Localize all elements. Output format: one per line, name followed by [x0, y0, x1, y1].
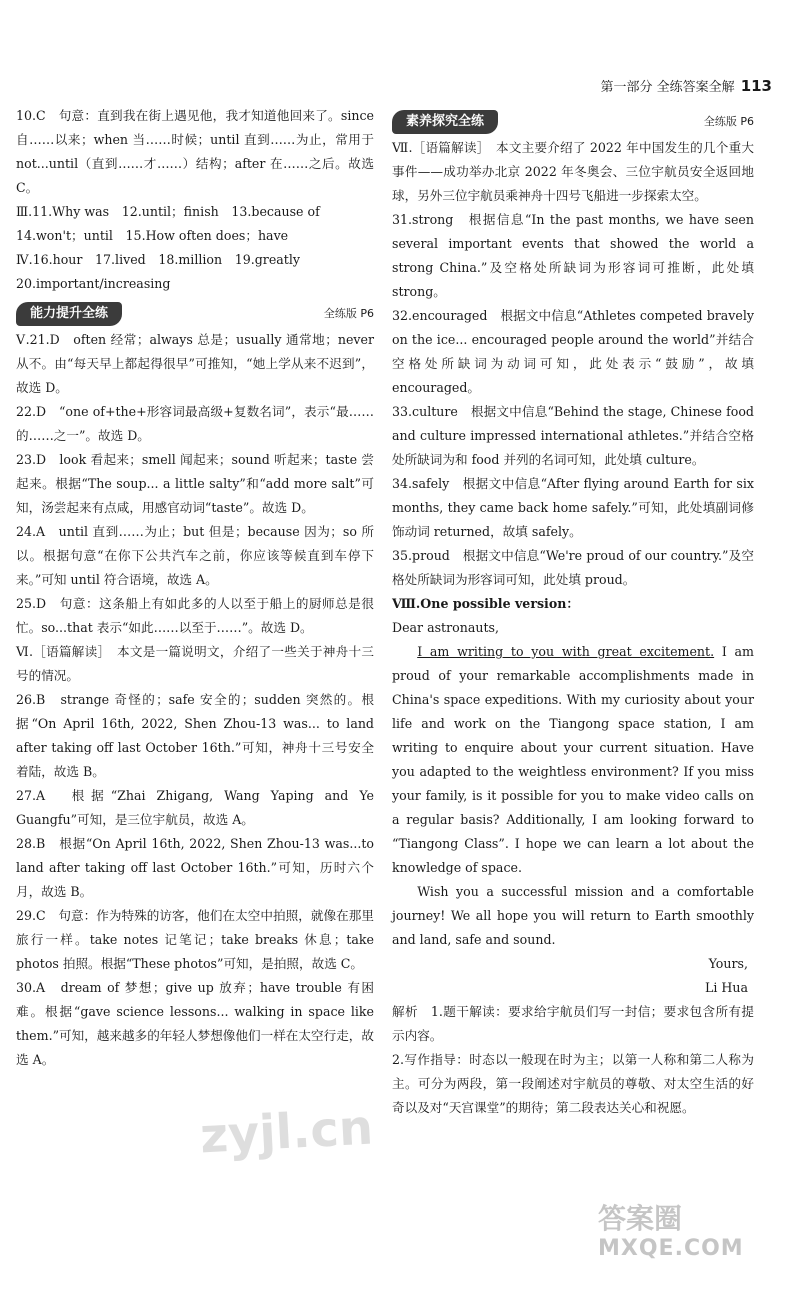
watermark-title: 答案圈 — [598, 1202, 683, 1235]
answer-24: 24.A until 直到……为止；but 但是；because 因为；so 所以。根据句意“在你下公共汽车之前，你应该等候直到车停下来。”可知 until 符合语境，故选 A。 — [16, 524, 374, 587]
banner-tag: 全练版 P6 — [323, 307, 374, 320]
answer-21: Ⅴ.21.D often 经常；always 总是；usually 通常地；never 从不。由“每天早上都起得很早”可推知，“她上学从来不迟到”，故选 D。 — [16, 332, 374, 395]
center-watermark: zyjl.cn — [198, 1099, 375, 1165]
section-iii-line2: 14.won't；until 15.How often does；have — [16, 228, 289, 243]
answer-33: 33.culture 根据文中信息“Behind the stage, Chinese food and culture impressed international athletes.”并结合空格处所缺词为和 food 并列的名词可知，此处填 culture。 — [392, 404, 754, 467]
answer-22: 22.D “one of+the+形容词最高级+复数名词”，表示“最……的……之一”。故选 D。 — [16, 404, 374, 443]
answer-27: 27.A 根据“Zhai Zhigang, Wang Yaping and Ye Guangfu”可知，是三位宇航员，故选 A。 — [16, 788, 374, 827]
answer-25: 25.D 句意：这条船上有如此多的人以至于船上的厨师总是很忙。so...that 表示“如此……以至于……”。故选 D。 — [16, 596, 374, 635]
letter-signature: Li Hua — [705, 980, 748, 995]
section-iii-line1: Ⅲ.11.Why was 12.until；finish 13.because of — [16, 204, 320, 219]
analysis-1: 解析 1.题干解读：要求给宇航员们写一封信；要求包含所有提示内容。 — [392, 1004, 754, 1043]
answer-23: 23.D look 看起来；smell 闻起来；sound 听起来；taste 尝起来。根据“The soup... a little salty”和“add more salt”可知，汤尝起来有点咸，用感官动词“taste”。故选 D。 — [16, 452, 374, 515]
left-column — [16, 104, 374, 1072]
banner-label: 能力提升全练 — [16, 302, 122, 326]
banner-label: 素养探究全练 — [392, 110, 498, 134]
section-iv-line1: Ⅳ.16.hour 17.lived 18.million 19.greatly — [16, 252, 300, 267]
letter-salutation: Dear astronauts, — [392, 620, 499, 635]
answer-31: 31.strong 根据信息“In the past months, we have seen several important events that showed the world a strong China.”及空格处所缺词为形容词可推断，此处填 strong。 — [392, 212, 754, 299]
answer-10: 10.C 句意：直到我在街上遇见他，我才知道他回来了。since 自……以来；when 当……时候；until 直到……为止，常用于 not...until（直到……才……）结构；after 在……之后。故选 C。 — [16, 108, 374, 195]
analysis-2: 2.写作指导：时态以一般现在时为主；以第一人称和第二人称为主。可分为两段，第一段阐述对宇航员的尊敬、对太空生活的好奇以及对“天宫课堂”的期待；第二段表达关心和祝愿。 — [392, 1052, 754, 1115]
answer-32: 32.encouraged 根据文中信息“Athletes competed bravely on the ice... encouraged people around the world”并结合空格处所缺词为动词可知，此处表示“鼓励”，故填 encouraged。 — [392, 308, 754, 395]
section-iv-line2: 20.important/increasing — [16, 276, 171, 291]
page-header — [601, 74, 772, 100]
section-banner-literacy — [392, 110, 754, 134]
header-text: 第一部分 全练答案全解 — [600, 80, 735, 95]
letter-closing: Yours, — [708, 956, 748, 971]
answer-30: 30.A dream of 梦想；give up 放弃；have trouble 有困难。根据“gave science lessons... walking in space like them.”可知，越来越多的年轻人梦想像他们一样在太空行走，故选 A。 — [16, 980, 374, 1067]
section-vi-intro: Ⅵ.［语篇解读］ 本文是一篇说明文，介绍了一些关于神舟十三号的情况。 — [16, 644, 374, 683]
answer-34: 34.safely 根据文中信息“After flying around Earth for six months, they came back home safely.”可知，此处填副词修饰动词 returned，故填 safely。 — [392, 476, 754, 539]
section-vii-intro: Ⅶ.［语篇解读］ 本文主要介绍了 2022 年中国发生的几个重大事件——成功举办北京 2022 年冬奥会、三位宇航员安全返回地球，另外三位宇航员乘神舟十四号飞船进一步探索太空。 — [392, 140, 754, 203]
watermark-url: MXQE.COM — [598, 1236, 744, 1261]
letter-paragraph-2: Wish you a successful mission and a comfortable journey! We all hope you will return to Earth smoothly and land, safe and sound. — [392, 884, 754, 947]
letter-topic-sentence: I am writing to you with great excitement. — [417, 644, 715, 659]
right-column — [392, 110, 754, 1120]
banner-tag: 全练版 P6 — [703, 115, 754, 128]
letter-paragraph-1-body: I am proud of your remarkable accomplishments made in China's space expeditions. With my curiosity about your life and work on the Tiangong space station, I am writing to enquire about your current situation. Have you adapted to the weightless environment? If you miss your family, is it possible for you to make video calls on a regular basis? Additionally, I am looking forward to “Tiangong Class”. I hope we can learn a lot about the knowledge of space. — [392, 644, 755, 875]
corner-watermark — [598, 1202, 798, 1262]
page-number: 113 — [740, 77, 772, 95]
section-viii-heading: Ⅷ.One possible version： — [392, 596, 579, 611]
answer-35: 35.proud 根据文中信息“We're proud of our country.”及空格处所缺词为形容词可知，此处填 proud。 — [392, 548, 754, 587]
section-banner-ability — [16, 302, 374, 326]
letter-paragraph-1 — [392, 640, 754, 880]
answer-29: 29.C 句意：作为特殊的访客，他们在太空中拍照，就像在那里旅行一样。take notes 记笔记；take breaks 休息；take photos 拍照。根据“These photos”可知，是拍照，故选 C。 — [16, 908, 374, 971]
answer-28: 28.B 根据“On April 16th, 2022, Shen Zhou-13 was...to land after taking off last October 16th.”可知，历时六个月，故选 B。 — [16, 836, 374, 899]
answer-26: 26.B strange 奇怪的；safe 安全的；sudden 突然的。根据“On April 16th, 2022, Shen Zhou-13 was... to land after taking off last October 16th.”可知，神舟十三号安全着陆，故选 B。 — [16, 692, 374, 779]
